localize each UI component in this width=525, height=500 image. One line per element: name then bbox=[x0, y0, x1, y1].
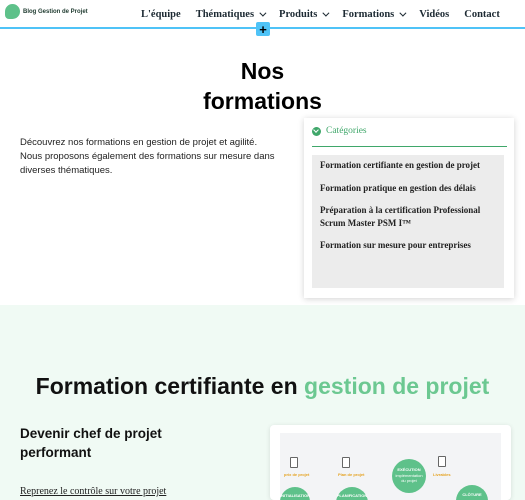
category-item[interactable]: Formation sur mesure pour entreprises bbox=[320, 240, 471, 250]
nav-item-formations[interactable] bbox=[342, 9, 404, 20]
categories-divider bbox=[312, 146, 507, 147]
nav-label: Thématiques bbox=[195, 9, 255, 20]
diagram-tag: prix de projet bbox=[284, 472, 310, 477]
cloture-label: CLÔTURE bbox=[462, 492, 482, 497]
nav-item-contact[interactable] bbox=[464, 9, 500, 20]
document-icon bbox=[342, 457, 350, 468]
section-title bbox=[20, 371, 505, 401]
nav-label: Contact bbox=[464, 9, 500, 20]
execution-sublabel: implémentation du projet bbox=[395, 473, 423, 483]
brand-name: Blog Gestion de Projet bbox=[23, 8, 88, 15]
diagram-canvas bbox=[280, 433, 501, 500]
section-title-highlight: gestion de projet bbox=[304, 373, 490, 399]
nav-label: L'équipe bbox=[141, 9, 181, 20]
section-subheading: Devenir chef de projet performant bbox=[20, 426, 162, 460]
execution-label: EXÉCUTION bbox=[397, 467, 421, 472]
page-title-line1: Nos bbox=[240, 58, 285, 84]
chevron-down-icon bbox=[400, 10, 407, 17]
add-section-button[interactable]: + bbox=[256, 22, 270, 36]
nav-label: Formations bbox=[342, 9, 395, 20]
categories-title: Catégories bbox=[326, 126, 367, 136]
project-lifecycle-diagram bbox=[270, 425, 511, 500]
categories-list bbox=[312, 155, 504, 288]
initialisation-label: INITIALISATION bbox=[280, 493, 310, 498]
nav-label: Vidéos bbox=[419, 9, 450, 20]
category-item[interactable]: Formation certifiante en gestion de projet bbox=[320, 160, 481, 170]
categories-header[interactable] bbox=[312, 126, 367, 136]
site-logo[interactable] bbox=[5, 4, 88, 19]
nav-item-produits[interactable] bbox=[279, 9, 327, 20]
check-circle-icon bbox=[312, 127, 321, 136]
leaf-logo-icon bbox=[5, 4, 20, 19]
control-project-link[interactable]: Reprenez le contrôle sur votre projet bbox=[20, 486, 167, 497]
diagram-tag: Livrables bbox=[433, 472, 451, 477]
chevron-down-icon bbox=[323, 10, 330, 17]
category-item[interactable]: Préparation à la certification Professional Scrum Master PSM I™ bbox=[320, 205, 481, 228]
planification-label: PLANIFICATION bbox=[336, 493, 368, 498]
nav-item-equipe[interactable] bbox=[141, 9, 181, 20]
category-item[interactable]: Formation pratique en gestion des délais bbox=[320, 182, 476, 193]
nav-label: Produits bbox=[279, 9, 318, 20]
chevron-down-icon bbox=[259, 10, 266, 17]
main-nav bbox=[141, 9, 500, 20]
intro-paragraph-2: Nous proposons également des formations sur mesure dans diverses thématiques. bbox=[20, 151, 275, 176]
categories-widget bbox=[304, 118, 514, 298]
diagram-tag: Plan de projet bbox=[338, 472, 365, 477]
clipboard-icon bbox=[438, 456, 446, 467]
page-title bbox=[160, 56, 365, 116]
intro-text bbox=[20, 136, 285, 178]
intro-paragraph-1: Découvrez nos formations en gestion de projet et agilité. bbox=[20, 137, 258, 148]
document-icon bbox=[290, 457, 298, 468]
nav-item-videos[interactable] bbox=[419, 9, 449, 20]
section-title-prefix: Formation certifiante en bbox=[35, 373, 305, 399]
nav-item-thematiques[interactable] bbox=[196, 9, 264, 20]
page-title-line2: formations bbox=[203, 88, 322, 114]
